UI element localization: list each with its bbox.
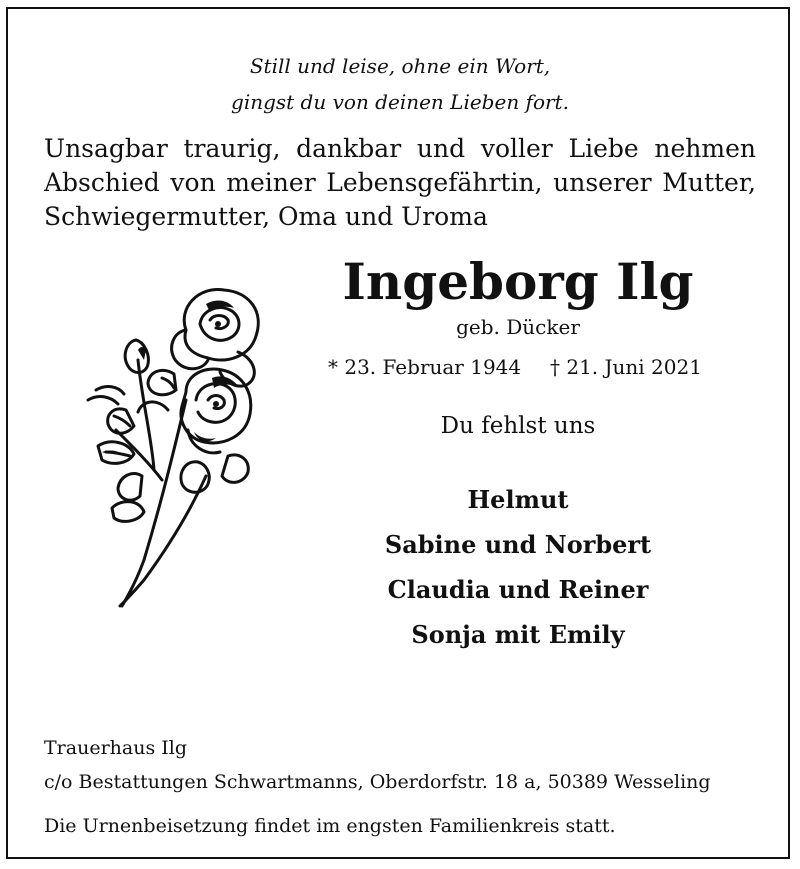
family-member: Helmut (467, 485, 569, 514)
intro-line-3: Schwiegermutter, Oma und Uroma (44, 202, 488, 231)
intro-text (44, 132, 756, 234)
deceased-name: Ingeborg Ilg (342, 252, 694, 311)
death-date: † 21. Juni 2021 (550, 355, 702, 379)
birth-date: * 23. Februar 1944 (328, 355, 522, 379)
family-member: Claudia und Reiner (387, 575, 649, 604)
family-member: Sabine und Norbert (384, 530, 652, 559)
address-line: c/o Bestattungen Schwartmanns, Oberdorfstr. 18 a, 50389 Wesseling (44, 771, 711, 793)
roses-drawing-icon (78, 280, 278, 610)
motto-line-1: Still und leise, ohne ein Wort, (249, 54, 551, 78)
intro-line-2: Abschied von meiner Lebensgefährtin, unserer Mutter, (44, 168, 756, 197)
motto (0, 48, 800, 120)
family-list (300, 478, 736, 658)
maiden-name: geb. Dücker (456, 315, 580, 339)
burial-note: Die Urnenbeisetzung findet im engsten Familienkreis statt. (44, 815, 616, 837)
mourning-house: Trauerhaus Ilg (44, 737, 187, 759)
family-member: Sonja mit Emily (411, 620, 625, 649)
motto-line-2: gingst du von deinen Lieben fort. (231, 90, 569, 114)
missing-text: Du fehlst uns (440, 413, 596, 439)
intro-line-1: Unsagbar traurig, dankbar und voller Liebe nehmen (44, 134, 756, 163)
